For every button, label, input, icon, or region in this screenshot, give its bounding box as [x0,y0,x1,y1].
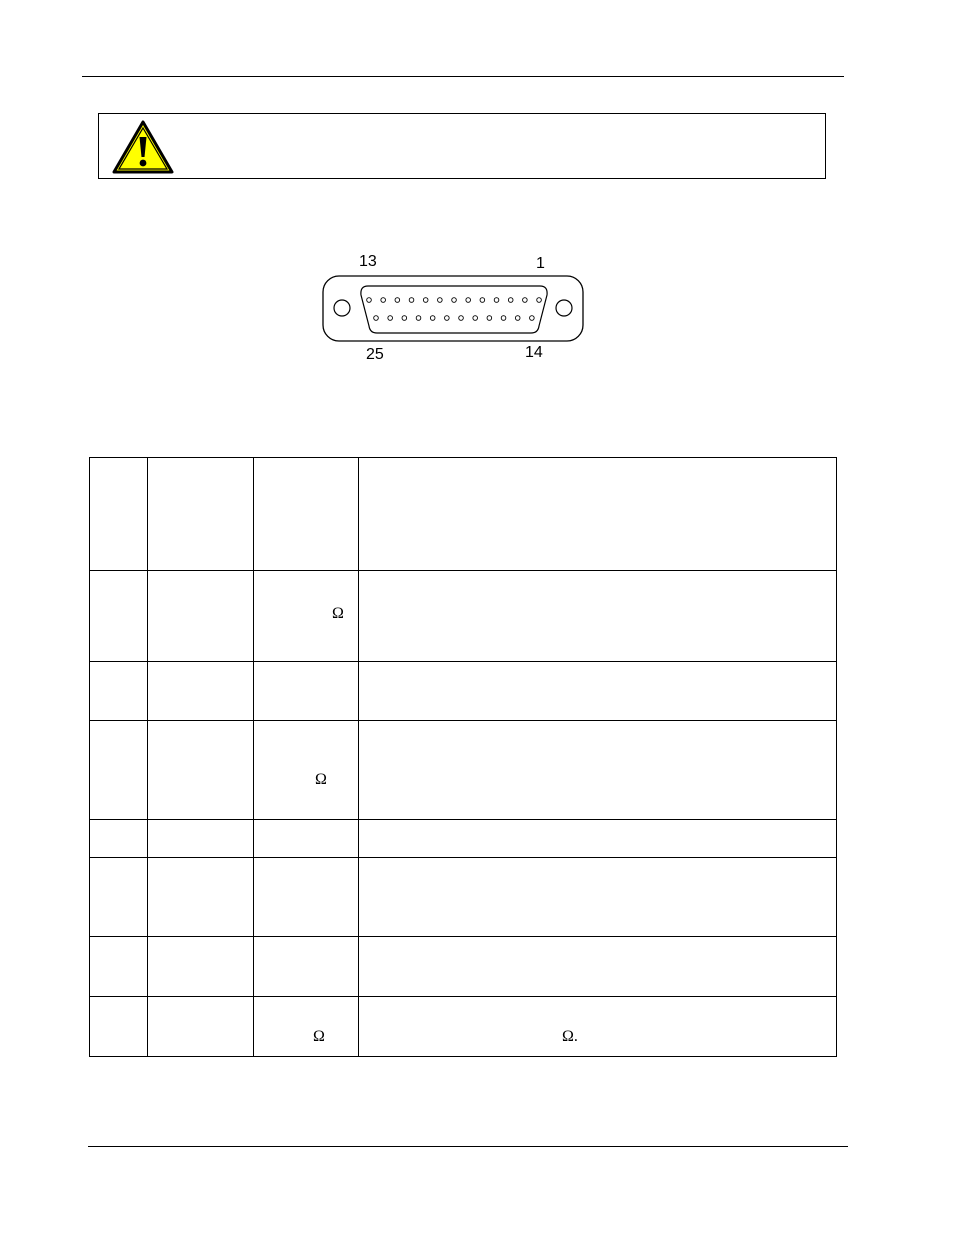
value-cell [254,458,359,571]
pin-hole [501,316,506,321]
pin-hole [466,298,471,303]
pin-cell [90,937,148,997]
description-cell [359,997,837,1057]
name-cell [148,858,254,937]
name-cell [148,662,254,721]
ohm-symbol: Ω [332,605,344,622]
pin-hole [473,316,478,321]
pin-hole [537,298,542,303]
pin-hole [480,298,485,303]
pin-hole [487,316,492,321]
table-row [90,458,837,571]
pin-hole [395,298,400,303]
value-cell [254,721,359,820]
pin-cell [90,997,148,1057]
pin-hole [416,316,421,321]
ohm-symbol: Ω [315,771,327,788]
pin-hole [445,316,450,321]
table-row [90,721,837,820]
ohm-symbol: Ω [313,1027,325,1045]
table-row [90,662,837,721]
name-cell [148,997,254,1057]
pin-hole [423,298,428,303]
pin-hole [374,316,379,321]
pin-hole [530,316,535,321]
db25-connector-diagram [318,250,588,375]
description-cell [359,662,837,721]
description-cell [359,858,837,937]
pin-hole [508,298,513,303]
description-cell [359,937,837,997]
pin-hole [430,316,435,321]
value-cell [254,571,359,662]
value-cell [254,997,359,1057]
pin-cell [90,721,148,820]
pin-hole [515,316,520,321]
caution-box [98,113,826,179]
value-cell [254,820,359,858]
pin-hole [367,298,372,303]
pin-hole [438,298,443,303]
pin-cell [90,458,148,571]
table-row [90,820,837,858]
pin-hole [402,316,407,321]
pin-cell [90,662,148,721]
pin-hole [388,316,393,321]
value-cell [254,662,359,721]
name-cell [148,571,254,662]
pin-hole [381,298,386,303]
description-cell [359,458,837,571]
pin-label-1: 1 [536,255,545,272]
pin-cell [90,571,148,662]
pin-table [89,457,837,1057]
pin-cell [90,858,148,937]
description-cell [359,820,837,858]
header-rule [82,76,844,77]
pin-hole [409,298,414,303]
table-row [90,937,837,997]
table-row [90,571,837,662]
table-row [90,997,837,1057]
ohm-symbol: Ω. [562,1027,578,1045]
pin-hole [452,298,457,303]
value-cell [254,858,359,937]
value-cell [254,937,359,997]
pin-hole [523,298,528,303]
pin-hole [459,316,464,321]
warning-icon [111,119,175,175]
table-row [90,858,837,937]
description-cell [359,721,837,820]
name-cell [148,820,254,858]
description-cell [359,571,837,662]
name-cell [148,721,254,820]
pin-label-25: 25 [366,346,384,363]
name-cell [148,458,254,571]
footer-rule [88,1146,848,1147]
pin-hole [494,298,499,303]
pin-cell [90,820,148,858]
pin-label-13: 13 [359,253,377,270]
pin-label-14: 14 [525,344,543,361]
name-cell [148,937,254,997]
